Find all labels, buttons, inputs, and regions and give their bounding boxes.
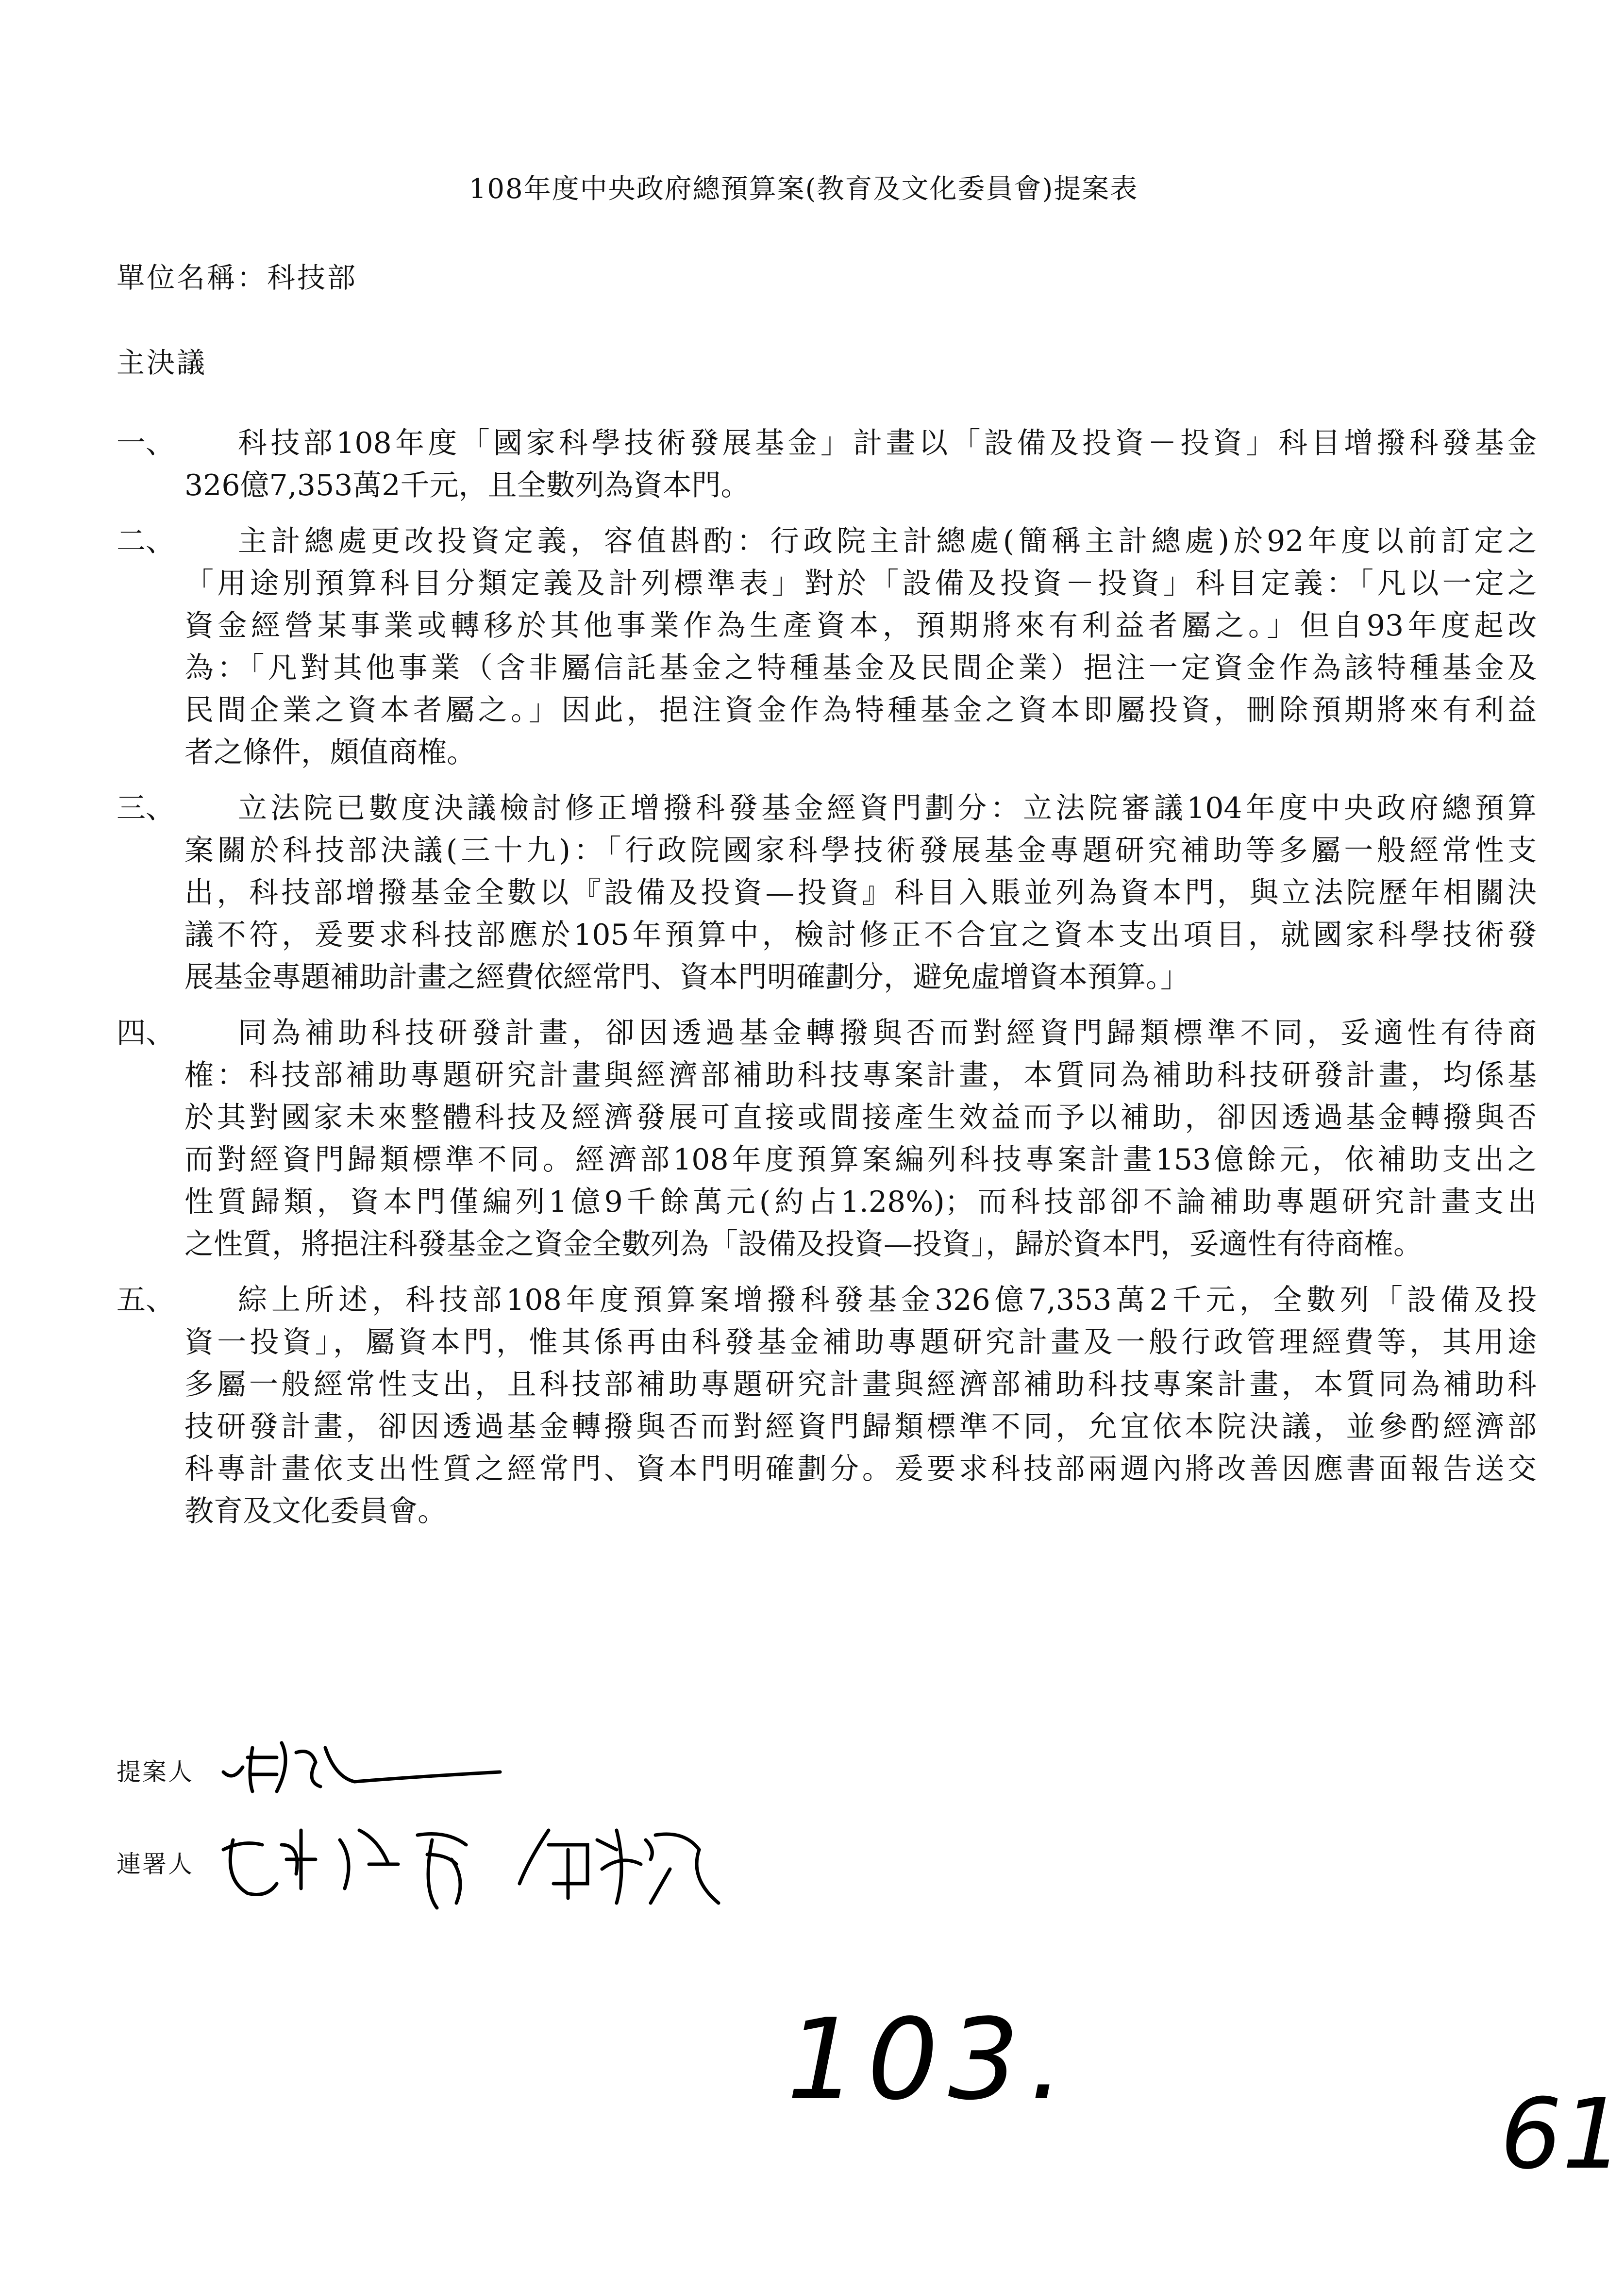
item-text-line: 於其對國家未來整體科技及經濟發展可直接或間接產生效益而予以補助，卻因透過基金轉撥與否: [184, 1101, 1537, 1135]
proposer-signature: [214, 1728, 515, 1806]
handwritten-page-number: 61: [1500, 2078, 1624, 2191]
item-text-line: 主計總處更改投資定義，容值斟酌：行政院主計總處(簡稱主計總處)於92年度以前訂定之: [238, 524, 1537, 558]
item-text-line: 綜上所述，科技部108年度預算案增撥科發基金326億7,353萬2千元，全數列「設備及投: [238, 1283, 1537, 1317]
handwritten-page-code: 103.: [787, 1995, 1074, 2125]
item-text-line: 展基金專題補助計畫之經費依經常門、資本門明確劃分，避免虛增資本預算。」: [184, 960, 1189, 994]
item-text-line: 民間企業之資本者屬之。」因此，挹注資金作為特種基金之資本即屬投資，刪除預期將來有利益: [184, 693, 1537, 727]
item-text-line: 案關於科技部決議(三十九)：「行政院國家科學技術發展基金專題研究補助等多屬一般經常性支: [184, 834, 1537, 868]
item-text-line: 性質歸類，資本門僅編列1億9千餘萬元(約占1.28%)；而科技部卻不論補助專題研究計畫支出: [184, 1185, 1537, 1219]
item-text-line: 議不符，爰要求科技部應於105年預算中，檢討修正不合宜之資本支出項目，就國家科學技術發: [184, 918, 1537, 952]
resolution-item: [117, 520, 1537, 774]
item-number: 一、: [117, 426, 175, 460]
item-number: 二、: [117, 524, 175, 558]
item-text-line: 為：「凡對其他事業（含非屬信託基金之特種基金及民間企業）挹注一定資金作為該特種基金及: [184, 651, 1537, 685]
item-number: 四、: [117, 1016, 175, 1050]
item-text-line: 之性質，將挹注科發基金之資金全數列為「設備及投資—投資」，歸於資本門，妥適性有待商榷。: [184, 1227, 1423, 1261]
item-text-line: 技研發計畫，卻因透過基金轉撥與否而對經資門歸類標準不同，允宜依本院決議，並參酌經濟部: [184, 1410, 1537, 1444]
item-text-line: 多屬一般經常性支出，且科技部補助專題研究計畫與經濟部補助科技專案計畫，本質同為補助科: [184, 1368, 1537, 1402]
item-text-line: 326億7,353萬2千元，且全數列為資本門。: [184, 468, 750, 502]
item-number: 五、: [117, 1283, 175, 1317]
item-text-line: 榷：科技部補助專題研究計畫與經濟部補助科技專案計畫，本質同為補助科技研發計畫，均係基: [184, 1058, 1537, 1092]
item-text-line: 者之條件，頗值商榷。: [184, 735, 476, 769]
resolution-item: [117, 422, 1537, 507]
item-text-line: 出，科技部增撥基金全數以『設備及投資—投資』科目入賬並列為資本門，與立法院歷年相關決: [184, 876, 1537, 910]
resolution-item: [117, 787, 1537, 999]
item-text-line: 教育及文化委員會。: [184, 1494, 447, 1528]
item-text-line: 立法院已數度決議檢討修正增撥科發基金經資門劃分：立法院審議104年度中央政府總預算: [238, 791, 1537, 825]
unit-name: 單位名稱：科技部: [117, 261, 358, 294]
resolution-item: [117, 1012, 1537, 1266]
document-title: 108年度中央政府總預算案(教育及文化委員會)提案表: [469, 173, 1138, 205]
item-text-line: 「用途別預算科目分類定義及計列標準表」對於「設備及投資－投資」科目定義：「凡以一定之: [184, 567, 1537, 601]
item-text-line: 科專計畫依支出性質之經常門、資本門明確劃分。爰要求科技部兩週內將改善因應書面報告送交: [184, 1452, 1537, 1486]
main-resolution-heading: 主決議: [117, 346, 207, 379]
item-text-line: 而對經資門歸類標準不同。經濟部108年度預算案編列科技專案計畫153億餘元，依補助支出之: [184, 1143, 1537, 1177]
cosigner-label: 連署人: [117, 1850, 194, 1878]
item-text-line: 同為補助科技研發計畫，卻因透過基金轉撥與否而對經資門歸類標準不同，妥適性有待商: [238, 1016, 1537, 1050]
resolution-item: [117, 1279, 1537, 1533]
item-text-line: 資金經營某事業或轉移於其他事業作為生產資本，預期將來有利益者屬之。」但自93年度起改: [184, 609, 1537, 643]
item-number: 三、: [117, 791, 175, 825]
resolution-items: [117, 422, 1537, 1546]
item-text-line: 科技部108年度「國家科學技術發展基金」計畫以「設備及投資－投資」科目增撥科發基金: [238, 426, 1537, 460]
cosigner-signatures: [214, 1811, 893, 1927]
item-text-line: 資一投資」，屬資本門，惟其係再由科發基金補助專題研究計畫及一般行政管理經費等，其用途: [184, 1325, 1537, 1359]
proposer-label: 提案人: [117, 1758, 194, 1786]
